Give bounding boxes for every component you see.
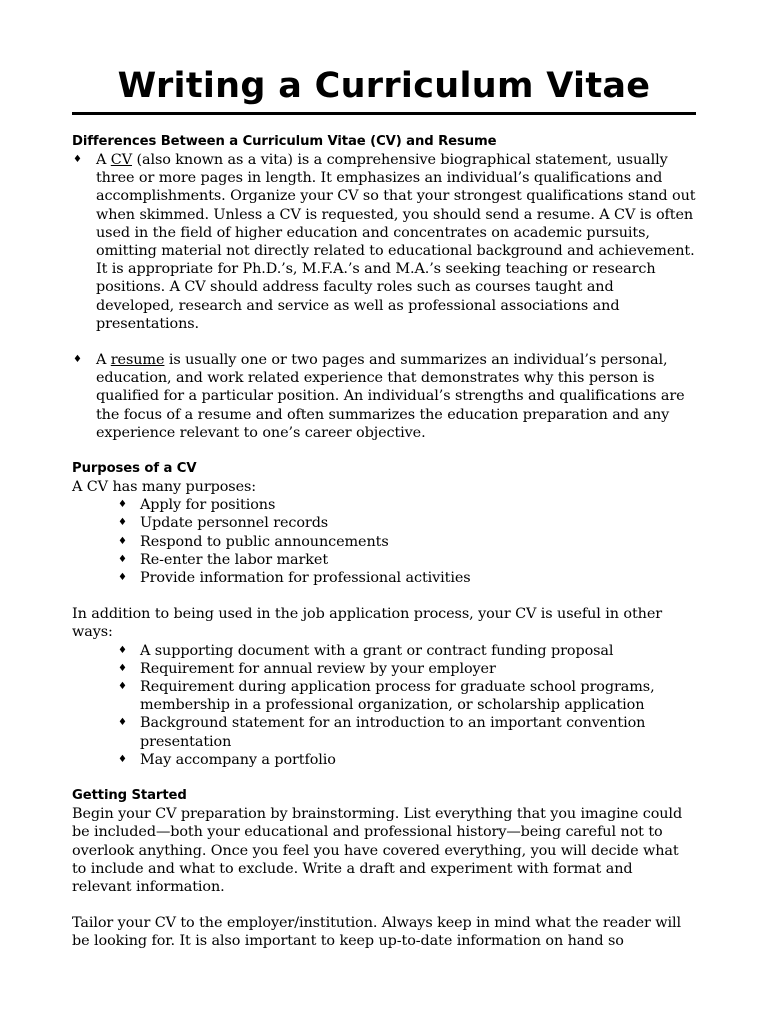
list-item	[72, 496, 696, 514]
bullet-cv-rest: (also known as a vita) is a comprehensive biographical statement, usually three or more pages in length. It emphasizes an individual’s qualifications and accomplishments. Organize your CV so that your strongest qualifications stand out when skimmed. Unless a CV is requested, you should send a resume. A CV is often used in the field of higher education and concentrates on academic pursuits, omitting material not directly related to educational background and achievement. It is appropriate for Ph.D.’s, M.F.A.’s and M.A.’s seeking teaching or research positions. A CV should address faculty roles such as courses taught and developed, research and service as well as professional associations and presentations.	[96, 152, 696, 332]
other-uses-list	[72, 642, 696, 769]
diamond-bullet-icon: ♦	[118, 717, 127, 729]
diamond-bullet-icon: ♦	[118, 535, 127, 547]
list-item	[72, 533, 696, 551]
bullet-resume-prefix: A	[96, 352, 111, 369]
list-item-text: Update personnel records	[140, 515, 329, 532]
bullet-resume	[72, 351, 696, 442]
list-item-text: Provide information for professional activities	[140, 570, 471, 587]
list-item	[72, 569, 696, 587]
spacer	[72, 587, 696, 605]
list-item-text: Requirement during application process for graduate school programs, membership in a professional organization, or scholarship application	[140, 679, 655, 714]
title-rule	[72, 112, 696, 115]
spacer	[72, 333, 696, 351]
list-item-text: Respond to public announcements	[140, 533, 389, 550]
purposes-list	[72, 496, 696, 587]
term-cv: CV	[110, 152, 132, 168]
diamond-bullet-icon: ♦	[73, 154, 82, 165]
list-item-text: May accompany a portfolio	[140, 751, 336, 768]
purposes-intro: A CV has many purposes:	[72, 479, 257, 496]
list-item	[72, 514, 696, 532]
diamond-bullet-icon: ♦	[118, 644, 127, 656]
list-item	[72, 660, 696, 678]
list-item-text: Requirement for annual review by your employer	[140, 660, 496, 677]
diamond-bullet-icon: ♦	[118, 553, 127, 565]
diamond-bullet-icon: ♦	[118, 681, 127, 693]
getting-started-paragraph-2: Tailor your CV to the employer/institution. Always keep in mind what the reader will be looking for. It is also important to keep up-to-date information on hand so	[72, 915, 682, 950]
diamond-bullet-icon: ♦	[118, 517, 127, 529]
list-item-text: Background statement for an introduction to an important convention presentation	[140, 715, 646, 750]
diamond-bullet-icon: ♦	[118, 662, 127, 674]
diamond-bullet-icon: ♦	[118, 499, 127, 511]
list-item	[72, 714, 696, 750]
spacer	[72, 896, 696, 914]
diamond-bullet-icon: ♦	[118, 572, 127, 584]
section-heading-differences: Differences Between a Curriculum Vitae (CV) and Resume	[72, 134, 497, 149]
document-title: Writing a Curriculum Vitae	[117, 66, 651, 106]
diamond-bullet-icon: ♦	[118, 753, 127, 765]
spacer	[72, 769, 696, 787]
list-item-text: Re-enter the labor market	[140, 551, 329, 568]
bullet-cv-text	[96, 151, 696, 333]
section-heading-getting-started: Getting Started	[72, 788, 187, 804]
other-uses-intro: In addition to being used in the job application process, your CV is useful in other ways:	[72, 606, 663, 641]
bullet-resume-rest: is usually one or two pages and summarizes an individual’s personal, education, and work related experience that demonstrates why this person is qualified for a particular position. An individual’s strengths and qualifications are the focus of a resume and often summarizes the education preparation and any experience relevant to one’s career objective.	[96, 352, 685, 441]
getting-started-paragraph-1: Begin your CV preparation by brainstorming. List everything that you imagine could be included—both your educational and professional history—being careful not to overlook anything. Once you feel you have covered everything, you will decide what to include and what to exclude. Write a draft and experiment with format and relevant information.	[72, 806, 683, 895]
document-page	[72, 62, 696, 951]
bullet-resume-text	[96, 351, 696, 442]
list-item	[72, 751, 696, 769]
list-item	[72, 678, 696, 714]
list-item	[72, 551, 696, 569]
list-item-text: A supporting document with a grant or contract funding proposal	[140, 642, 614, 659]
term-resume: resume	[110, 352, 165, 369]
bullet-cv-prefix: A	[96, 152, 111, 168]
list-item	[72, 642, 696, 660]
diamond-bullet-icon: ♦	[73, 354, 82, 366]
section-heading-purposes: Purposes of a CV	[72, 461, 197, 477]
bullet-cv	[72, 151, 696, 333]
spacer	[72, 442, 696, 460]
list-item-text: Apply for positions	[140, 497, 276, 514]
